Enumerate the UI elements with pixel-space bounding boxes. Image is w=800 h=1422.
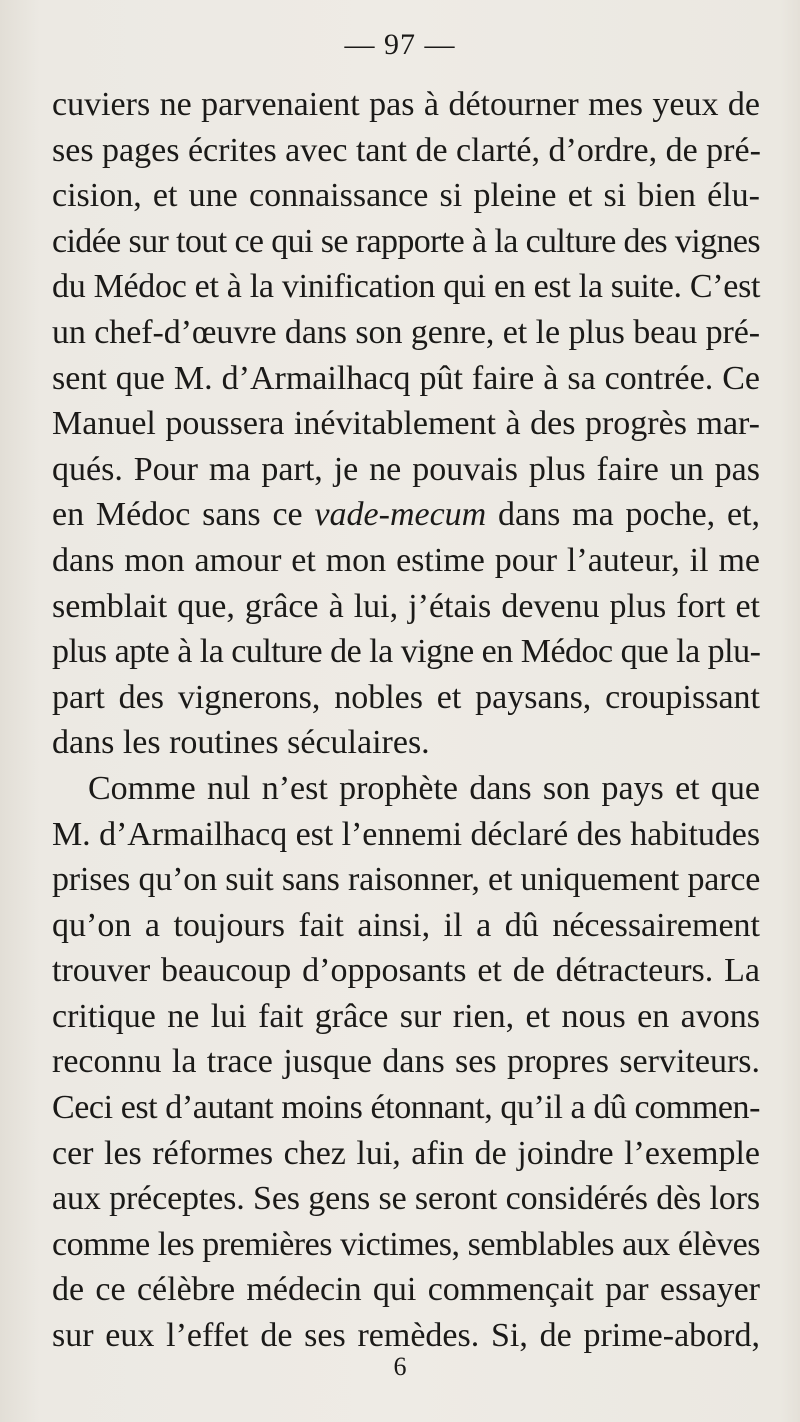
text-line: de ce célèbre médecin qui commençait par essayer [52,1271,760,1309]
text-line: Comme nul n’est prophète dans son pays et que [88,769,760,807]
text-line: prises qu’on suit sans raisonner, et uniquement parce [52,861,761,899]
text-line: plus apte à la culture de la vigne en Médoc que la plu- [52,633,761,671]
text-line: cidée sur tout ce qui se rapporte à la culture des vignes [52,222,761,260]
text-line: du Médoc et à la vinification qui en est la suite. C’est [52,268,761,306]
text-line: Ceci est d’autant moins étonnant, qu’il a dû commen- [52,1089,760,1127]
text-line: sent que M. d’Armailhacq pût faire à sa contrée. Ce [52,359,760,397]
text-line: trouver beaucoup d’opposants et de détracteurs. La [52,952,760,990]
text-line: qués. Pour ma part, je ne pouvais plus faire un pas [52,450,760,488]
text-line: cuviers ne parvenaient pas à détourner mes yeux de [52,86,760,123]
body-text [52,82,760,1359]
text-line: semblait que, grâce à lui, j’étais devenu plus fort et [52,587,760,625]
italic-phrase: vade-mecum [314,496,487,534]
text-line: dans les routines séculaires. [52,724,430,762]
text-line: un chef-d’œuvre dans son genre, et le plus beau pré- [52,313,760,351]
text-line: en Médoc sans ce vade-mecum dans ma poche, et, [52,496,760,534]
text-line: ses pages écrites avec tant de clarté, d’ordre, de pré- [52,131,761,169]
text-line: aux préceptes. Ses gens se seront considérés dès lors [52,1180,760,1218]
text-line: Manuel poussera inévitablement à des progrès mar- [52,405,760,443]
signature-mark: 6 [393,1352,407,1381]
text-line: reconnu la trace jusque dans ses propres serviteurs. [52,1043,760,1081]
text-line: cision, et une connaissance si pleine et si bien élu- [52,177,760,215]
text-line: dans mon amour et mon estime pour l’auteur, il me [52,541,760,579]
text-line: comme les premières victimes, semblables aux élèves [52,1225,760,1263]
text-line: cer les réformes chez lui, afin de joindre l’exemple [52,1134,760,1172]
text-line: part des vignerons, nobles et paysans, croupissant [52,678,760,716]
text-line: critique ne lui fait grâce sur rien, et nous en avons [52,997,760,1035]
page-number-header: — 97 — [344,28,456,61]
text-line: qu’on a toujours fait ainsi, il a dû nécessairement [52,906,760,944]
text-line: M. d’Armailhacq est l’ennemi déclaré des habitudes [52,815,760,853]
text-line: sur eux l’effet de ses remèdes. Si, de prime-abord, [52,1317,760,1355]
